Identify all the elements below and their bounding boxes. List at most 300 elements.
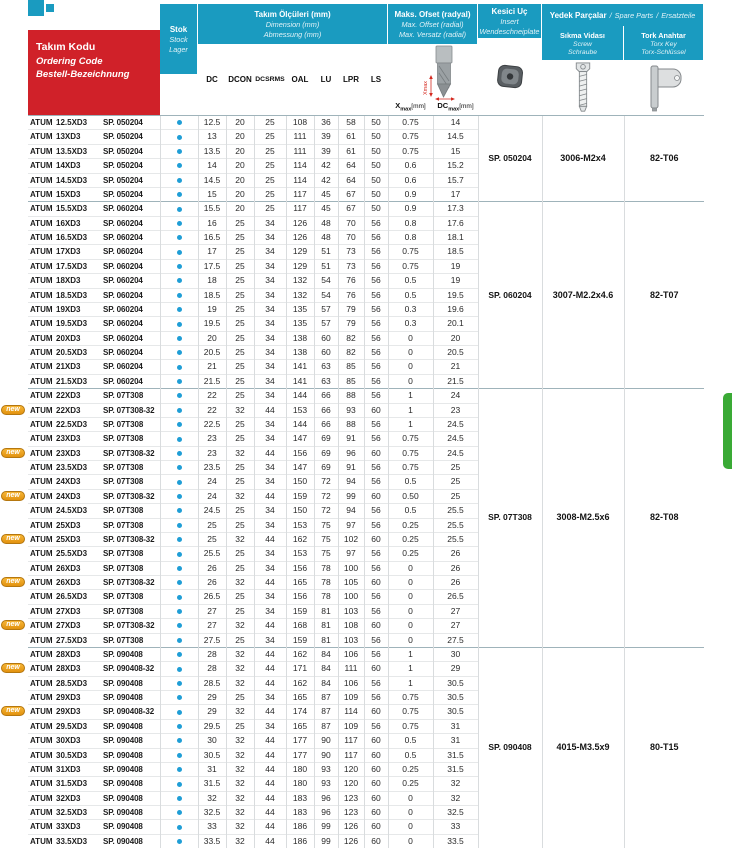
tool-size-code: 29.5XD3 (56, 720, 103, 733)
lu-value: 90 (314, 734, 338, 748)
ls-value: 60 (364, 834, 388, 848)
xmax-value: 0.25 (388, 547, 433, 561)
tool-size-code: 18XD3 (56, 274, 103, 287)
dcmax-value: 21 (433, 360, 478, 374)
brand-label: ATUM (28, 375, 56, 388)
lpr-value: 91 (338, 432, 364, 446)
insert-code: SP. 07T308 (103, 461, 143, 474)
dc-value: 24.5 (198, 504, 226, 518)
dcsrms-value: 34 (254, 274, 286, 288)
stock-cell (160, 834, 198, 848)
lpr-value: 85 (338, 374, 364, 388)
dcmax-value: 19 (433, 274, 478, 288)
stock-cell (160, 547, 198, 561)
dcon-value: 25 (226, 461, 254, 475)
dc-value: 25 (198, 532, 226, 546)
table-row (28, 202, 704, 216)
lu-value: 87 (314, 719, 338, 733)
dcmax-value: 32 (433, 791, 478, 805)
stock-dot (177, 235, 182, 240)
dcon-value: 25 (226, 317, 254, 331)
oal-value: 135 (286, 302, 314, 316)
dcsrms-value: 34 (254, 259, 286, 273)
dcon-value: 32 (226, 619, 254, 633)
dcon-value: 25 (226, 547, 254, 561)
tool-code-cell (28, 561, 160, 575)
dcsrms-value: 25 (254, 159, 286, 173)
stock-cell (160, 417, 198, 431)
lu-value: 54 (314, 288, 338, 302)
lpr-value: 64 (338, 159, 364, 173)
tool-code-cell (28, 691, 160, 705)
title-tr: Takım Kodu (36, 41, 156, 53)
xmax-value: 0.5 (388, 504, 433, 518)
ls-value: 56 (364, 231, 388, 245)
insert-code: SP. 050204 (103, 174, 143, 187)
ls-value: 56 (364, 374, 388, 388)
lpr-value: 126 (338, 834, 364, 848)
xmax-value: 1 (388, 676, 433, 690)
xmax-value: 0.5 (388, 748, 433, 762)
xmax-value: 1 (388, 389, 433, 403)
brand-label: ATUM (28, 763, 56, 776)
oal-value: 132 (286, 274, 314, 288)
new-badge: new (1, 663, 25, 673)
stock-cell (160, 432, 198, 446)
xmax-value: 0 (388, 576, 433, 590)
stock-cell (160, 820, 198, 834)
lu-value: 48 (314, 216, 338, 230)
dcsrms-value: 44 (254, 834, 286, 848)
insert-header-box (478, 4, 542, 38)
insert-code: SP. 090408 (103, 749, 143, 762)
tool-size-code: 22XD3 (56, 389, 103, 402)
tool-code-cell (28, 288, 160, 302)
brand-label: ATUM (28, 116, 56, 129)
dcmax-value: 20 (433, 331, 478, 345)
stock-dot (177, 365, 182, 370)
xmax-value: 0.75 (388, 245, 433, 259)
tool-code-cell (28, 259, 160, 273)
dc-value: 19.5 (198, 317, 226, 331)
insert-code: SP. 090408-32 (103, 705, 154, 718)
xmax-value: 0 (388, 806, 433, 820)
brand-label: ATUM (28, 792, 56, 805)
new-badge: new (1, 620, 25, 630)
new-badge: new (1, 491, 25, 501)
brand-label: ATUM (28, 360, 56, 373)
stock-cell (160, 777, 198, 791)
dc-value: 33.5 (198, 834, 226, 848)
screw-label-en: Screw (542, 41, 623, 48)
tool-size-code: 19.5XD3 (56, 317, 103, 330)
tool-code-cell (28, 173, 160, 187)
dcsrms-value: 34 (254, 346, 286, 360)
dcon-value: 20 (226, 144, 254, 158)
tool-code-cell (28, 231, 160, 245)
column-header-lpr: LPR (338, 75, 364, 84)
stock-cell (160, 346, 198, 360)
dcmax-value: 25 (433, 461, 478, 475)
brand-label: ATUM (28, 490, 56, 503)
brand-label: ATUM (28, 188, 56, 201)
tool-code-cell (28, 245, 160, 259)
xmax-value: 0.75 (388, 461, 433, 475)
lu-value: 84 (314, 662, 338, 676)
dc-value: 24 (198, 475, 226, 489)
xmax-value: 0.6 (388, 159, 433, 173)
tool-code-cell (28, 432, 160, 446)
tool-code-cell (28, 676, 160, 690)
tool-size-code: 20.5XD3 (56, 346, 103, 359)
dimension-subcolumn-labels (198, 44, 388, 115)
tool-size-code: 29XD3 (56, 691, 103, 704)
xmax-value: 0 (388, 820, 433, 834)
lu-value: 63 (314, 360, 338, 374)
brand-label: ATUM (28, 418, 56, 431)
brand-label: ATUM (28, 691, 56, 704)
title-en: Ordering Code (36, 56, 156, 67)
dcon-value: 25 (226, 518, 254, 532)
spare-label-tr: Yedek Parçalar (550, 11, 607, 20)
dcsrms-value: 34 (254, 417, 286, 431)
spare-label-de: Ersatzteile (661, 11, 695, 20)
oal-value: 162 (286, 676, 314, 690)
stock-cell (160, 331, 198, 345)
stock-dot (177, 753, 182, 758)
stock-cell (160, 691, 198, 705)
lpr-value: 70 (338, 216, 364, 230)
dcon-value: 20 (226, 116, 254, 130)
stock-dot (177, 408, 182, 413)
stock-dot (177, 250, 182, 255)
tool-code-cell (28, 331, 160, 345)
lpr-value: 76 (338, 274, 364, 288)
dc-value: 30 (198, 734, 226, 748)
dcon-value: 25 (226, 374, 254, 388)
torx-column-header (624, 26, 704, 115)
tool-code-cell (28, 647, 160, 661)
lu-value: 63 (314, 374, 338, 388)
brand-label: ATUM (28, 634, 56, 647)
dcsrms-value: 25 (254, 187, 286, 201)
ls-value: 56 (364, 691, 388, 705)
torx-group-cell: 80-T15 (624, 647, 704, 848)
dc-value: 21.5 (198, 374, 226, 388)
lu-value: 99 (314, 820, 338, 834)
insert-code: SP. 050204 (103, 159, 143, 172)
table-row (28, 389, 704, 403)
column-header-dc: DC (198, 75, 226, 84)
screw-column-header (542, 26, 624, 115)
screw-header-box (542, 26, 624, 60)
stock-cell (160, 302, 198, 316)
brand-label: ATUM (28, 404, 56, 417)
dcsrms-value: 34 (254, 302, 286, 316)
lpr-value: 82 (338, 346, 364, 360)
offset-subcolumn-labels (388, 101, 478, 115)
insert-code: SP. 050204 (103, 130, 143, 143)
oal-value: 141 (286, 374, 314, 388)
oal-value: 174 (286, 705, 314, 719)
dcon-value: 25 (226, 561, 254, 575)
stock-dot (177, 278, 182, 283)
oal-value: 111 (286, 130, 314, 144)
dcmax-value: 25.5 (433, 518, 478, 532)
dcmax-value: 26.5 (433, 590, 478, 604)
tool-code-cell (28, 633, 160, 647)
stock-dot (177, 652, 182, 657)
ls-value: 60 (364, 532, 388, 546)
stock-cell (160, 590, 198, 604)
stock-cell (160, 676, 198, 690)
ls-value: 50 (364, 173, 388, 187)
torx-group-cell: 82-T07 (624, 202, 704, 389)
new-badge: new (1, 448, 25, 458)
insert-code: SP. 07T308 (103, 605, 143, 618)
tool-size-code: 27XD3 (56, 619, 103, 632)
ls-value: 60 (364, 748, 388, 762)
stock-dot (177, 609, 182, 614)
spare-parts-column-header (542, 4, 704, 115)
tool-code-cell (28, 187, 160, 201)
brand-label: ATUM (28, 317, 56, 330)
stock-dot (177, 149, 182, 154)
dims-label-tr: Takım Ölçüleri (mm) (198, 10, 387, 19)
dcon-value: 32 (226, 705, 254, 719)
dcon-value: 20 (226, 159, 254, 173)
stock-dot (177, 293, 182, 298)
tool-size-code: 21XD3 (56, 360, 103, 373)
dcsrms-value: 44 (254, 403, 286, 417)
dc-value: 26 (198, 576, 226, 590)
tool-size-code: 13XD3 (56, 130, 103, 143)
offset-column-header (388, 4, 478, 115)
insert-code: SP. 07T308-32 (103, 619, 154, 632)
stock-cell (160, 576, 198, 590)
stock-dot (177, 264, 182, 269)
ls-value: 60 (364, 791, 388, 805)
dcsrms-value: 34 (254, 461, 286, 475)
xmax-value: 0.25 (388, 518, 433, 532)
oal-value: 180 (286, 777, 314, 791)
new-badge: new (1, 577, 25, 587)
ls-value: 56 (364, 302, 388, 316)
tool-size-code: 15XD3 (56, 188, 103, 201)
ls-value: 56 (364, 317, 388, 331)
lpr-value: 58 (338, 116, 364, 130)
lu-value: 90 (314, 748, 338, 762)
stock-dot (177, 552, 182, 557)
lu-value: 96 (314, 791, 338, 805)
stock-dot (177, 322, 182, 327)
xmax-value: 0.8 (388, 216, 433, 230)
oal-value: 186 (286, 834, 314, 848)
oal-value: 162 (286, 647, 314, 661)
dcon-value: 25 (226, 360, 254, 374)
xmax-value: 0.75 (388, 705, 433, 719)
dcmax-value: 31 (433, 734, 478, 748)
column-header-dcon: DCON (226, 75, 254, 84)
ls-value: 60 (364, 403, 388, 417)
oal-value: 135 (286, 317, 314, 331)
lu-value: 69 (314, 461, 338, 475)
dimensions-column-header (198, 4, 388, 115)
dcmax-value: 15 (433, 144, 478, 158)
stock-dot (177, 566, 182, 571)
xmax-value: 0.75 (388, 432, 433, 446)
dcsrms-value: 34 (254, 475, 286, 489)
tool-code-cell (28, 619, 160, 633)
dc-value: 24 (198, 489, 226, 503)
dcmax-value: 26 (433, 561, 478, 575)
lu-value: 39 (314, 144, 338, 158)
tool-size-code: 28.5XD3 (56, 677, 103, 690)
lpr-value: 108 (338, 619, 364, 633)
lu-value: 72 (314, 475, 338, 489)
screw-group-cell: 3006-M2x4 (542, 116, 624, 202)
dimensions-header-box (198, 4, 388, 44)
stock-dot (177, 681, 182, 686)
brand-label: ATUM (28, 562, 56, 575)
insert-label-en: Insert (478, 17, 541, 26)
stock-cell (160, 748, 198, 762)
torx-image-area (624, 60, 704, 115)
dcmax-value: 32.5 (433, 806, 478, 820)
dcmax-value: 19.5 (433, 288, 478, 302)
dcon-value: 32 (226, 576, 254, 590)
spare-label-en: Spare Parts (615, 11, 654, 20)
tool-size-code: 22XD3 (56, 404, 103, 417)
oal-value: 144 (286, 389, 314, 403)
insert-code: SP. 090408 (103, 763, 143, 776)
lpr-value: 64 (338, 173, 364, 187)
ls-value: 56 (364, 245, 388, 259)
tool-size-code: 22.5XD3 (56, 418, 103, 431)
table-row (28, 116, 704, 130)
tool-size-code: 25XD3 (56, 533, 103, 546)
tool-size-code: 16.5XD3 (56, 231, 103, 244)
dcsrms-value: 34 (254, 245, 286, 259)
brand-label: ATUM (28, 820, 56, 833)
stock-dot (177, 710, 182, 715)
ls-value: 56 (364, 216, 388, 230)
oal-value: 180 (286, 762, 314, 776)
lu-value: 81 (314, 604, 338, 618)
xmax-value: 0.75 (388, 259, 433, 273)
lu-value: 45 (314, 202, 338, 216)
ls-value: 56 (364, 461, 388, 475)
xmax-value: 1 (388, 403, 433, 417)
lu-value: 54 (314, 274, 338, 288)
stock-dot (177, 350, 182, 355)
lu-value: 78 (314, 576, 338, 590)
tool-size-code: 26XD3 (56, 562, 103, 575)
oal-value: 162 (286, 532, 314, 546)
dc-value: 29 (198, 691, 226, 705)
ls-value: 60 (364, 705, 388, 719)
brand-label: ATUM (28, 274, 56, 287)
column-header-dcmax: $DC_{max}[mm]$ (433, 101, 478, 115)
xmax-value: 0 (388, 331, 433, 345)
tool-size-code: 23XD3 (56, 432, 103, 445)
brand-label: ATUM (28, 475, 56, 488)
oal-value: 156 (286, 446, 314, 460)
stock-header-box (160, 4, 198, 74)
dcsrms-value: 44 (254, 532, 286, 546)
brand-label: ATUM (28, 346, 56, 359)
stock-cell (160, 403, 198, 417)
tool-size-code: 26XD3 (56, 576, 103, 589)
column-header-dcsrms: DCSRMS (254, 76, 286, 83)
lpr-value: 88 (338, 389, 364, 403)
brand-label: ATUM (28, 130, 56, 143)
lu-value: 96 (314, 806, 338, 820)
oal-value: 156 (286, 590, 314, 604)
lu-value: 75 (314, 518, 338, 532)
lpr-value: 67 (338, 187, 364, 201)
xmax-value: 0.9 (388, 187, 433, 201)
dcon-value: 32 (226, 762, 254, 776)
screw-image-area (542, 60, 624, 115)
stock-dot (177, 638, 182, 643)
dc-value: 32.5 (198, 806, 226, 820)
tool-code-cell (28, 130, 160, 144)
oal-value: 114 (286, 173, 314, 187)
lu-value: 93 (314, 777, 338, 791)
lu-value: 84 (314, 647, 338, 661)
lu-value: 48 (314, 231, 338, 245)
oal-value: 114 (286, 159, 314, 173)
brand-label: ATUM (28, 777, 56, 790)
xmax-value: 0.25 (388, 777, 433, 791)
dcmax-value: 30 (433, 647, 478, 661)
ls-value: 60 (364, 576, 388, 590)
insert-code: SP. 090408 (103, 792, 143, 805)
dc-value: 16.5 (198, 231, 226, 245)
dcon-value: 32 (226, 647, 254, 661)
dcmax-value: 30.5 (433, 705, 478, 719)
tool-code-cell (28, 719, 160, 733)
insert-code: SP. 060204 (103, 202, 143, 215)
oal-value: 183 (286, 791, 314, 805)
lpr-value: 109 (338, 719, 364, 733)
brand-label: ATUM (28, 461, 56, 474)
stock-dot (177, 207, 182, 212)
spare-parts-header-box: Yedek Parçalar / Spare Parts / Ersatzteile (542, 4, 704, 26)
stock-dot (177, 623, 182, 628)
dcsrms-value: 34 (254, 331, 286, 345)
lpr-value: 117 (338, 734, 364, 748)
dcsrms-value: 25 (254, 173, 286, 187)
lu-value: 51 (314, 245, 338, 259)
stock-dot (177, 523, 182, 528)
ls-value: 56 (364, 518, 388, 532)
brand-label: ATUM (28, 447, 56, 460)
dcmax-value: 17.3 (433, 202, 478, 216)
stock-dot (177, 480, 182, 485)
stock-cell (160, 144, 198, 158)
brand-label: ATUM (28, 648, 56, 661)
insert-code: SP. 060204 (103, 231, 143, 244)
dcon-value: 32 (226, 489, 254, 503)
tool-code-cell (28, 389, 160, 403)
dc-value: 28.5 (198, 676, 226, 690)
insert-code: SP. 07T308-32 (103, 576, 154, 589)
new-badge: new (1, 405, 25, 415)
lu-value: 39 (314, 130, 338, 144)
oal-value: 165 (286, 719, 314, 733)
